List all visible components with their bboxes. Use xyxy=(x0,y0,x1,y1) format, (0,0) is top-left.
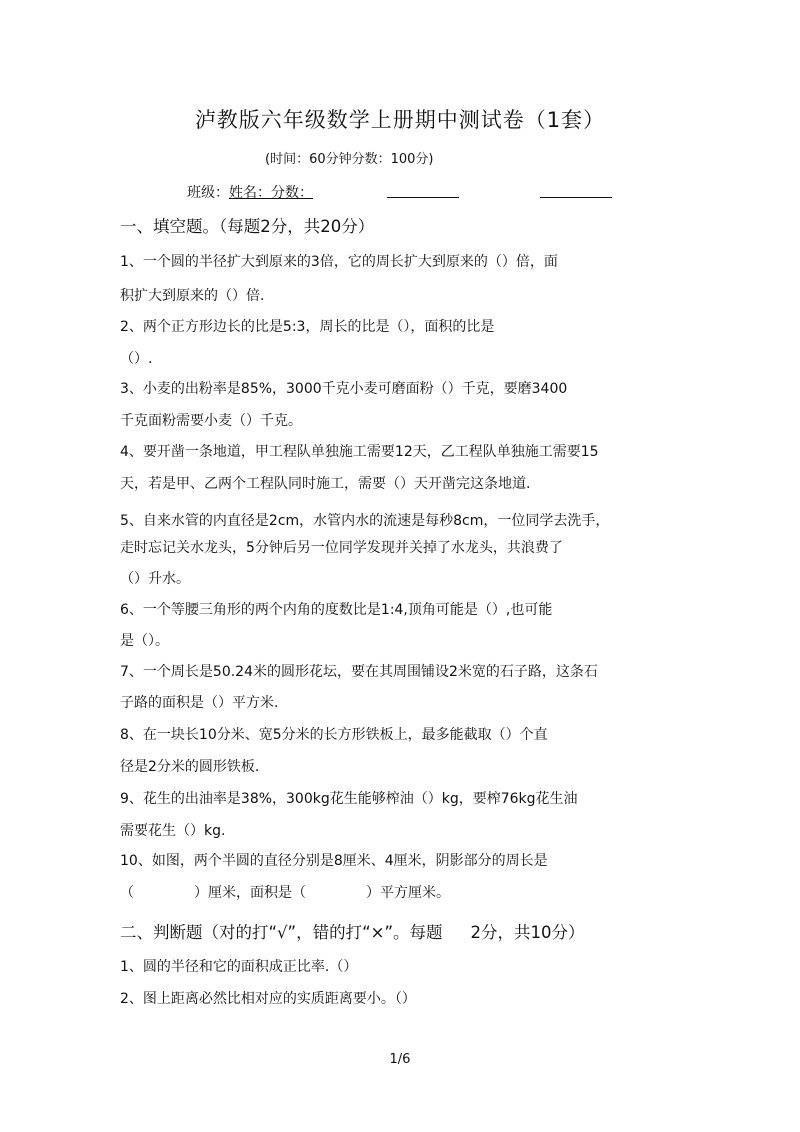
question-line: 10、如图，两个半圆的直径分别是8厘米、4厘米，阴影部分的周长是 xyxy=(120,853,548,869)
question-line: 3、小麦的出粉率是85%，3000千克小麦可磨面粉（）千克，要磨3400 xyxy=(120,381,568,397)
question-line: 积扩大到原来的（）倍. xyxy=(120,288,265,304)
name-blank-line xyxy=(387,197,459,198)
question-line: 6、一个等腰三角形的两个内角的度数比是1:4,顶角可能是（）,也可能 xyxy=(120,602,553,618)
page-number: 1/6 xyxy=(389,1052,411,1067)
name-score-label: 姓名：分数： xyxy=(229,185,313,201)
question-line: 1、一个圆的半径扩大到原来的3倍，它的周长扩大到原来的（）倍，面 xyxy=(120,254,558,270)
question-line: 千克面粉需要小麦（）千克。 xyxy=(120,413,302,429)
question-line: 1、圆的半径和它的面积成正比率.（） xyxy=(120,959,358,975)
page-title: 泸教版六年级数学上册期中测试卷（1套） xyxy=(194,108,606,132)
question-line: 走时忘记关水龙头，5分钟后另一位同学发现并关掉了水龙头，共浪费了 xyxy=(120,540,563,556)
section2-heading-part2: 2分，共10分） xyxy=(470,923,585,942)
question-line: 径是2分米的圆形铁板. xyxy=(120,759,260,775)
section2-heading-part1: 二、判断题（对的打“√”，错的打“×”。每题 xyxy=(120,923,443,942)
section-heading-fill-blank: 一、填空题。（每题2分，共20分） xyxy=(120,217,375,236)
q10-mid-text: ）厘米，面积是（ xyxy=(194,885,306,901)
section-heading-true-false xyxy=(120,919,585,943)
exam-time-score: (时间：60分钟分数：100分) xyxy=(265,152,434,167)
question-line: 9、花生的出油率是38%，300kg花生能够榨油（）kg，要榨76kg花生油 xyxy=(120,791,578,807)
question-line: 4、要开凿一条地道，甲工程队单独施工需要12天，乙工程队单独施工需要15 xyxy=(120,444,599,460)
question-line: 5、自来水管的内直径是2cm，水管内水的流速是每秒8cm，一位同学去洗手， xyxy=(120,513,610,529)
question-line: 天，若是甲、乙两个工程队同时施工，需要（）天开凿完这条地道. xyxy=(120,476,531,492)
question-line: （）. xyxy=(120,351,153,367)
q10-open-paren: （ xyxy=(120,885,134,901)
question-line: 2、两个正方形边长的比是5:3，周长的比是（），面积的比是 xyxy=(120,319,495,335)
question-10-answer-line xyxy=(120,882,450,902)
question-line: （）升水。 xyxy=(120,571,190,587)
question-line: 子路的面积是（）平方米. xyxy=(120,695,279,711)
question-line: 7、一个周长是50.24米的圆形花坛，要在其周围铺设2米宽的石子路，这条石 xyxy=(120,664,598,680)
question-line: 是（）。 xyxy=(120,633,169,649)
score-blank-line xyxy=(540,197,612,198)
student-info-line xyxy=(187,182,313,202)
q10-end-text: ）平方厘米。 xyxy=(366,885,450,901)
question-line: 8、在一块长10分米、宽5分米的长方形铁板上，最多能截取（）个直 xyxy=(120,727,548,743)
question-line: 需要花生（）kg. xyxy=(120,823,226,839)
class-label: 班级： xyxy=(187,185,229,201)
question-line: 2、图上距离必然比相对应的实质距离要小。（） xyxy=(120,991,416,1007)
